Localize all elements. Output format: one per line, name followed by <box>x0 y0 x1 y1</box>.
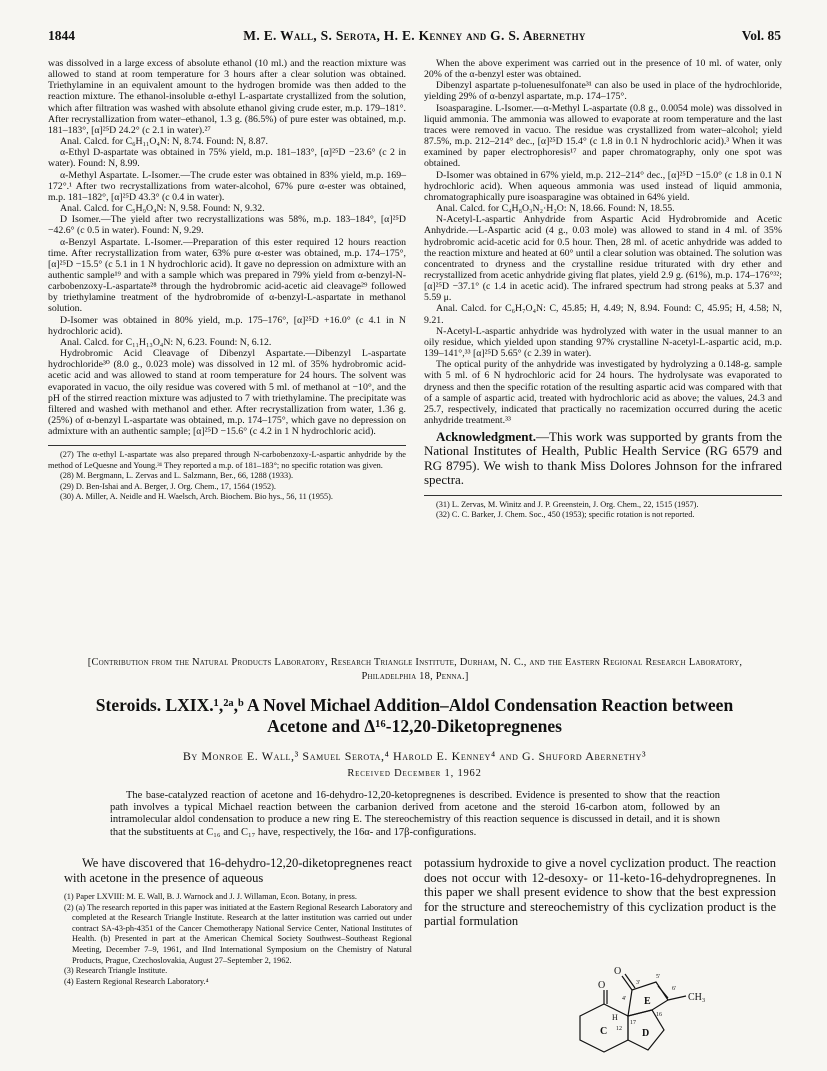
position-label: 12 <box>616 1026 622 1032</box>
footnote: (30) A. Miller, A. Neidle and H. Waelsch, Arch. Biochem. Bio hys., 56, 11 (1955). <box>60 491 333 501</box>
ring-label: C <box>600 1026 608 1037</box>
footnote: (1) Paper LXVIII: M. E. Wall, B. J. Warnock and J. J. Willaman, Econ. Botany, in press. <box>64 892 357 901</box>
ring-label: D <box>642 1028 650 1039</box>
paragraph: α-Methyl Aspartate. L-Isomer.—The crude ester was obtained in 83% yield, m.p. 169–172°.¹ After two recrystallizations from water-alcohol, 67% pure α-ester was obtained, m.p. 181–182°, [α]²⁵D 43.3° (c 0.4 in water). <box>48 169 406 203</box>
methyl-bond <box>668 996 686 1000</box>
running-title: M. E. Wall, S. Serota, H. E. Kenney and G. S. Abernethy <box>243 28 586 43</box>
abstract: The base-catalyzed reaction of acetone and 16-dehydro-12,20-ketopregnenes is described. Evidence is presented to show that the reaction path involves a typical Michael reaction between the carbanion derived from acetone and the steroid 16-carbon atom, followed by an intramolecular aldol condensation to produce a new ring E. The stereochemistry of this reaction sequence is discussed in detail, and it is shown that the substituents at C₁₆ and C₁₇ have, respectively, the 16α- and 17β-configurations. <box>110 790 720 838</box>
footnote: (3) Research Triangle Institute. <box>64 966 168 976</box>
acknowledgment-heading: Acknowledgment. <box>436 429 537 445</box>
acknowledgment-text: —This work was supported by grants from the National Institutes of Health, Public Health Service (RG 6579 and RG 8795). We wish to thank Miss Dolores Johnson for the infrared spectra. <box>424 429 782 487</box>
atom-label: CH₃ <box>688 992 706 1003</box>
position-label: 5′ <box>656 974 661 980</box>
article-title <box>48 695 781 737</box>
ring-label: E <box>644 996 651 1007</box>
atom-label: O <box>614 966 622 977</box>
author-list: By Monroe E. Wall,³ Samuel Serota,⁴ Harold E. Kenney⁴ and G. Shuford Abernethy³ <box>182 749 647 763</box>
left-column <box>48 58 406 502</box>
position-label: 17 <box>630 1020 636 1026</box>
article-footnotes <box>64 892 412 987</box>
paragraph: was dissolved in a large excess of absolute ethanol (10 ml.) and the reaction mixture was allowed to stand at room temperature for 3 hours after a clear solution was obtained. Triethylamine in an equivalent amount to the hydrogen bromide was then added to the reaction mixture. The ethanol-insoluble α-ethyl L-aspartate crystallized from the solution, which after filtration was washed with absolute ethanol giving crude ester, m.p. 179–181°. After recrystallization from water–ethanol, 1.3 g. (86.5%) of pure ester was obtained, m.p. 181–183°, [α]²⁵D 24.2° (c 2.1 in water).²⁷ <box>48 58 406 136</box>
paragraph: Hydrobromic Acid Cleavage of Dibenzyl Aspartate.—Dibenzyl L-aspartate hydrochloride³⁰ (8.0 g., 0.023 mole) was dissolved in 12 ml. of 35% hydrobromic acid-acetic acid and was allowed to stand at room temperature for 24 hours. The solvent was evaporated in vacuo, the oily residue was covered with 5 ml. of methanol at −10°, and the pH of the stirred reaction mixture was adjusted to 7 with triethylamine. The precipitate was filtered and washed with methanol and ether. After recrystallization from water, 1.36 g. (25%) of α-benzyl L-aspartate was obtained, m.p. 174–175°, which gave no depression on admixture with an authentic sample; [α]²⁵D −15.6° (c 4.2 in 1 N hydrochloric acid). <box>48 348 406 438</box>
footnote: (29) D. Ben-Ishai and A. Berger, J. Org. Chem., 17, 1564 (1952). <box>60 481 276 491</box>
article-title-line-1: Steroids. LXIX.¹,²ᵃ,ᵇ A Novel Michael Addition–Aldol Condensation Reaction between <box>95 695 734 715</box>
footnote: (28) M. Bergmann, L. Zervas and L. Salzmann, Ber., 66, 1288 (1933). <box>60 471 294 481</box>
body-text-left: We have discovered that 16-dehydro-12,20-diketopregnenes react with acetone in the presence of aqueous <box>64 856 412 885</box>
paragraph: Anal. Calcd. for C₆H₁₁O₄N: N, 8.74. Found: N, 8.87. <box>60 136 268 148</box>
article-title-line-2: Acetone and Δ¹⁶-12,20-Diketopregnenes <box>267 716 562 736</box>
position-label: 16 <box>656 1012 662 1018</box>
contribution-note: [Contribution from the Natural Products Laboratory, Research Triangle Institute, Durham, N. C., and the Eastern Regional Research Laboratory, Philadelphia 18, Penna.] <box>87 657 743 682</box>
received-date: Received December 1, 1962 <box>347 768 482 779</box>
paragraph: When the above experiment was carried out in the presence of 10 ml. of water, only 20% of the α-benzyl ester was obtained. <box>424 58 782 81</box>
paragraph: α-Benzyl Aspartate. L-Isomer.—Preparation of this ester required 12 hours reaction time. After recrystallization from water, 63% pure α-ester was obtained, m.p. 174–175°, [α]²⁵D −15.5° (c 5.1 in 1 N hydrochloric acid). It gave no depression on admixture with an authentic sample¹⁹ and with a sample which was prepared in 79% yield from α-benzyl-N-carbobenzoxy-L-aspartate²⁸ through the hydrobromic acid-acetic aid cleavage²⁹ followed by triethylamine treatment of the hydrobromide of α-benzyl-L-aspartate in methanol solution. <box>48 236 406 315</box>
e-ring-carbonyl-bond <box>622 976 632 990</box>
atom-label: O <box>598 980 606 991</box>
footnote: (32) C. C. Barker, J. Chem. Soc., 450 (1953); specific rotation is not reported. <box>436 510 695 520</box>
e-ring-double-bond <box>658 986 668 998</box>
paragraph: Isoasparagine. L-Isomer.—α-Methyl L-aspartate (0.8 g., 0.0054 mole) was dissolved in liquid ammonia. The ammonia was allowed to evaporate at room temperature and the last traces were removed in vacuo. The residue was crystallized from water–alcohol; yield 87.5%, m.p. 212–214° dec., [α]²⁵D 15.4° (c 1.8 in 0.1 N hydrochloric acid).³ When it was examined by paper electrophoresis¹⁷ and paper chromatography, only one spot was obtained. <box>424 102 782 170</box>
body-text-right: potassium hydroxide to give a novel cyclization product. The reaction does not occur with 12-desoxy- or 11-keto-16-dehydropregnenes. In this paper we shall present evidence to show that the best expression for the structure and stereochemistry of this cyclization product is the partial formulation <box>424 856 776 929</box>
page-number: 1844 <box>48 28 75 43</box>
paragraph: Anal. Calcd. for C₄H₈O₃N₂·H₂O: N, 18.66. Found: N, 18.55. <box>436 203 675 215</box>
paragraph: D Isomer.—The yield after two recrystallizations was 58%, m.p. 183–184°, [α]²⁵D −42.6° (c 0.5 in water). Found: N, 9.29. <box>48 214 406 237</box>
volume-label: Vol. 85 <box>741 28 781 43</box>
footnote-rule <box>48 445 406 446</box>
chemical-structure <box>560 960 720 1060</box>
paragraph: Anal. Calcd. for C₁₁H₁₃O₄N: N, 6.23. Found: N, 6.12. <box>60 336 272 348</box>
paragraph: Anal. Calcd. for C₆H₇O₄N: C, 45.85; H, 4.49; N, 8.94. Found: C, 45.95; H, 4.58; N, 9.21. <box>424 303 782 326</box>
footnote: (4) Eastern Regional Research Laboratory.⁴ <box>64 976 209 986</box>
footnote-rule <box>424 495 782 496</box>
e-ring-carbonyl-bond <box>625 974 635 988</box>
position-label: 3′ <box>636 980 641 986</box>
footnote: (2) (a) The research reported in this paper was initiated at the Eastern Regional Research Laboratory and completed at the Research Triangle Institute. Research at the latter institution was carried out under contract SA-43-ph-4351 of the Cancer Chemotherapy National Service Center, National Institutes of Health. (b) Presented in part at the American Chemical Society Southwest–Southeast Regional Meeting, December 7–9, 1961, and IInd International Symposium on the Chemistry of Natural Products, Prague, Czechoslovakia, August 27–September 2, 1962. <box>64 902 412 965</box>
paragraph: D-Isomer was obtained in 80% yield, m.p. 175–176°, [α]²⁵D +16.0° (c 4.1 in N hydrochloric acid). <box>48 314 406 337</box>
position-label: 6′ <box>672 986 677 992</box>
page-header <box>48 28 781 48</box>
paragraph: α-Ethyl D-aspartate was obtained in 75% yield, m.p. 181–183°, [α]²⁵D −23.6° (c 2 in water). Found: N, 8.99. <box>48 147 406 170</box>
acknowledgment <box>424 430 782 487</box>
paragraph: The optical purity of the anhydride was investigated by hydrolyzing a 0.148-g. sample with 5 ml. of 6 N hydrochloric acid for 24 hours. The hydrolysate was evaporated to dryness and then the specific rotation of the resulting aspartic acid was compared with that of a sample of aspartic acid, treated with hydrochloric acid as above; the values, 24.3 and 25.7, respectively, indicated that practically no racemization occurred during the acetic anhydride treatment.³³ <box>424 359 782 426</box>
footnote: (31) L. Zervas, M. Winitz and J. P. Greenstein, J. Org. Chem., 22, 1515 (1957). <box>436 499 699 509</box>
position-label: 4′ <box>622 996 627 1002</box>
right-column <box>424 58 782 521</box>
footnote: (27) The α-ethyl L-aspartate was also prepared through N-carbobenzoxy-L-aspartic anhydride by the method of LeQuesne and Young.³¹ They reported a m.p. of 181–183°; no specific rotation was given. <box>48 450 406 470</box>
paragraph: Anal. Calcd. for C₅H₉O₄N: N, 9.58. Found: N, 9.32. <box>60 203 265 215</box>
paragraph: D-Isomer was obtained in 67% yield, m.p. 212–214° dec., [α]²⁵D −15.0° (c 1.8 in 0.1 N hydrochloric acid). When aqueous ammonia was used instead of liquid ammonia, chromatographically pure isoasparagine was obtained in 64% yield. <box>424 169 782 203</box>
atom-label: H <box>612 1013 618 1022</box>
paragraph: N-Acetyl-L-aspartic Anhydride from Aspartic Acid Hydrobromide and Acetic Anhydride.—L-Aspartic acid (4 g., 0.03 mole) was allowed to stand in 4 ml. of 35% hydrobromic acid-acetic acid for 0.5 hour. Then, 28 ml. of acetic anhydride was added to the reaction mixture and heated at 60° until a clear solution was obtained. The solution was concentrated to dryness and the crystalline residue triturated with dry ether and recrystallized from acetic anhydride giving flat plates, yield 2.9 g. (61%), m.p. 174–176°³²; [α]²⁵D −37.1° (c 1.4 in acetic acid). The infrared spectrum had strong peaks at 5.37 and 5.59 μ. <box>424 214 782 304</box>
paragraph: N-Acetyl-L-aspartic anhydride was hydrolyzed with water in the usual manner to an oily residue, which yielded upon standing 97% crystalline N-acetyl-L-aspartic acid, m.p. 139–141°,³³ [α]²⁵D 5.65° (c 2.39 in water). <box>424 325 782 360</box>
paragraph: Dibenzyl aspartate p-toluenesulfonate³¹ can also be used in place of the hydrochloride, yielding 29% of α-benzyl aspartate, m.p. 174–175°. <box>424 80 782 103</box>
